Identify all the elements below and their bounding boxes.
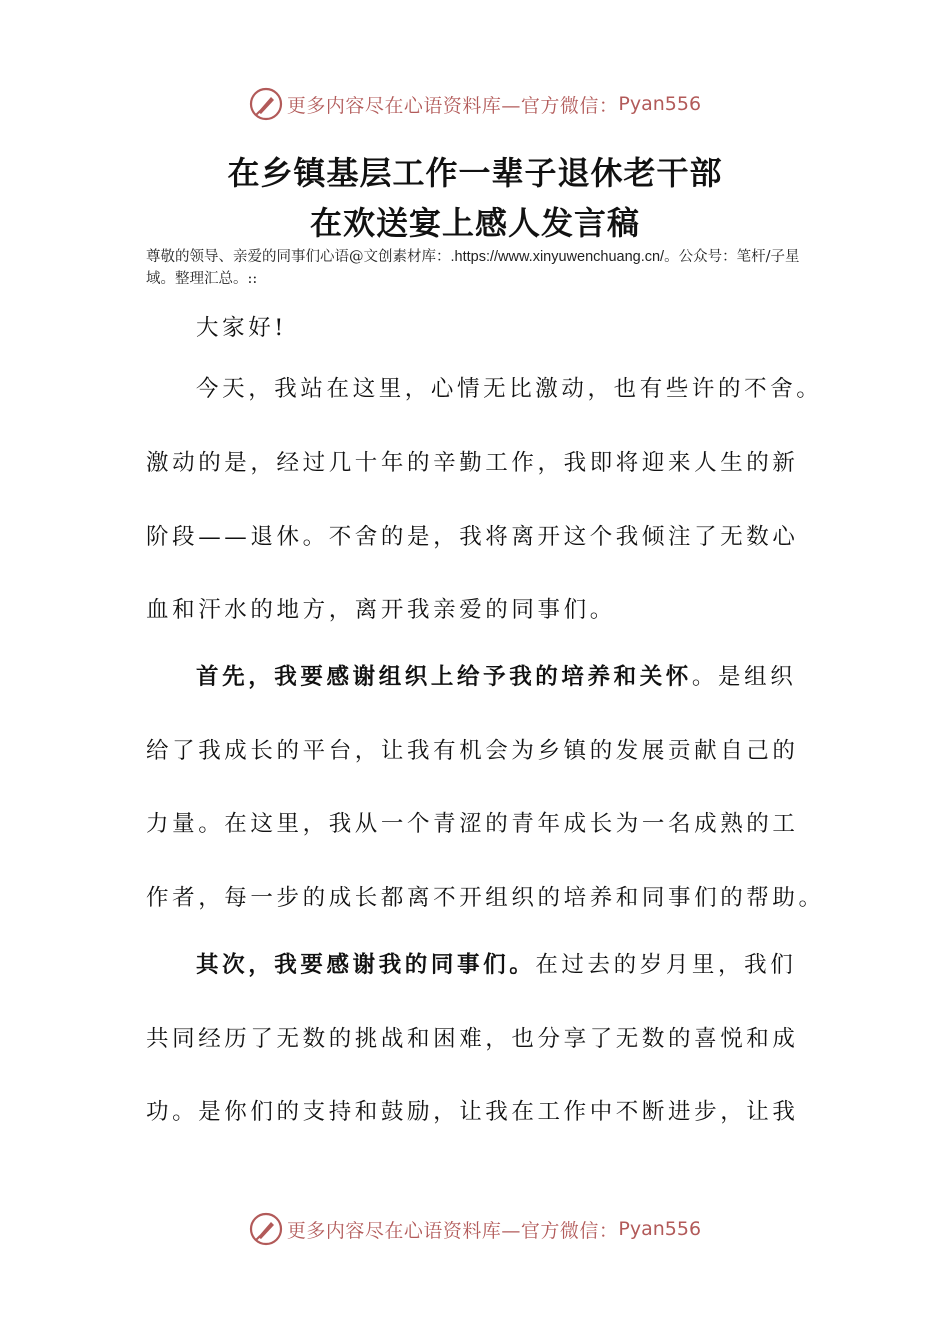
paragraph-line: 今天，我站在这里，心情无比激动，也有些许的不舍。 <box>196 376 823 402</box>
emphasis-text: 其次，我要感谢我的同事们。 <box>196 952 536 978</box>
paragraph-line: 功。是你们的支持和鼓励，让我在工作中不断进步，让我 <box>146 1099 799 1125</box>
banner-text: 更多内容尽在心语资料库—官方微信： <box>286 1219 619 1242</box>
paragraph-line <box>196 947 796 979</box>
banner-wechat-id: Pyan556 <box>618 93 702 115</box>
paragraph-line: 阶段——退休。不舍的是，我将离开这个我倾注了无数心 <box>146 524 799 550</box>
document-title-line-2: 在欢送宴上感人发言稿 <box>309 204 640 242</box>
paragraph-line: 力量。在这里，我从一个青涩的青年成长为一名成熟的工 <box>146 811 799 837</box>
source-note-suffix: 。公众号：笔杆/子星域。整理汇总。:: <box>146 249 800 287</box>
source-note <box>146 246 816 290</box>
footer-banner <box>0 1209 950 1249</box>
source-note-prefix: 尊敬的领导、亲爱的同事们心语@文创素材库： <box>146 249 451 265</box>
document-title-line-1: 在乡镇基层工作一辈子退休老干部 <box>227 154 723 192</box>
paragraph-line: 共同经历了无数的挑战和困难，也分享了无数的喜悦和成 <box>146 1026 799 1052</box>
banner-text: 更多内容尽在心语资料库—官方微信： <box>286 94 619 117</box>
emphasis-text: 首先，我要感谢组织上给予我的培养和关怀 <box>196 664 692 690</box>
header-banner <box>0 84 950 124</box>
source-url: .https://www.xinyuwenchuang.cn/ <box>450 249 665 265</box>
paragraph-text: 在过去的岁月里，我们 <box>535 952 797 978</box>
paragraph-line: 血和汗水的地方，离开我亲爱的同事们。 <box>146 597 616 623</box>
paragraph-line: 给了我成长的平台，让我有机会为乡镇的发展贡献自己的 <box>146 738 799 764</box>
paragraph-line: 作者，每一步的成长都离不开组织的培养和同事们的帮助。 <box>146 885 825 911</box>
greeting: 大家好! <box>196 315 287 341</box>
paragraph-text: 。是组织 <box>691 664 797 690</box>
banner-wechat-id: Pyan556 <box>618 1218 702 1240</box>
pen-logo-icon <box>249 1212 283 1246</box>
pen-logo-icon <box>249 87 283 121</box>
paragraph-line: 激动的是，经过几十年的辛勤工作，我即将迎来人生的新 <box>146 450 799 476</box>
paragraph-line <box>196 659 796 691</box>
